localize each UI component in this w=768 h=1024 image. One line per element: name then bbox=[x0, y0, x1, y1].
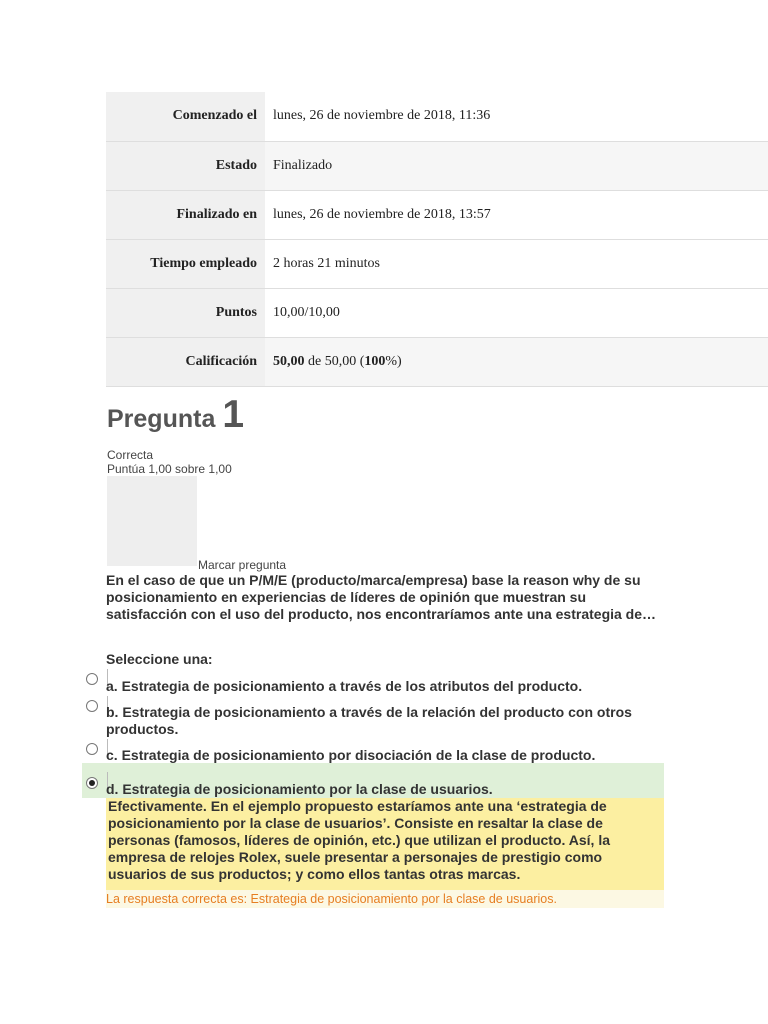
grade-mid: de 50,00 ( bbox=[304, 353, 365, 369]
summary-value: lunes, 26 de noviembre de 2018, 13:57 bbox=[265, 190, 768, 239]
option-c[interactable]: c. Estrategia de posicionamiento por disociación de la clase de producto. bbox=[106, 747, 596, 763]
summary-value: 10,00/10,00 bbox=[265, 288, 768, 337]
grade-value: 50,00 bbox=[273, 353, 305, 369]
radio-icon[interactable] bbox=[86, 700, 98, 712]
grade-tail: %) bbox=[385, 353, 402, 369]
question-text: En el caso de que un P/M/E (producto/marca/empresa) base la reason why de su posicionamiento en experiencias de líderes de opinión que muestran su satisfacción con el uso del producto, nos encontraríamos ante una estrategia de… bbox=[106, 572, 657, 622]
radio-icon[interactable] bbox=[86, 673, 98, 685]
question-info bbox=[107, 448, 232, 476]
summary-row-started bbox=[106, 92, 768, 141]
feedback-text: Efectivamente. En el ejemplo propuesto estaríamos ante una ‘estrategia de posicionamiento por la clase de usuarios’. Consiste en resaltar la clase de personas (famosos, líderes de opinión, etc.) que utilizan el producto. Así, la empresa de relojes Rolex, suele presentar a personajes de prestigio como usuarios de sus productos; y como ellos tantas otras marcas. bbox=[108, 798, 611, 882]
question-number: 1 bbox=[222, 393, 245, 436]
summary-row-finished bbox=[106, 190, 768, 239]
summary-value: Finalizado bbox=[265, 141, 768, 190]
answer-prompt: Seleccione una: bbox=[106, 651, 213, 667]
right-answer: La respuesta correcta es: Estrategia de posicionamiento por la clase de usuarios. bbox=[106, 890, 664, 908]
summary-label: Tiempo empleado bbox=[106, 239, 265, 288]
quiz-summary-table bbox=[106, 92, 768, 387]
summary-label: Estado bbox=[106, 141, 265, 190]
summary-value: 2 horas 21 minutos bbox=[265, 239, 768, 288]
summary-label: Calificación bbox=[106, 337, 265, 386]
summary-row-points bbox=[106, 288, 768, 337]
summary-value bbox=[265, 337, 768, 386]
flag-icon[interactable] bbox=[107, 476, 197, 566]
summary-label: Finalizado en bbox=[106, 190, 265, 239]
radio-icon[interactable] bbox=[86, 743, 98, 755]
radio-icon[interactable] bbox=[86, 777, 98, 789]
summary-row-grade bbox=[106, 337, 768, 386]
option-b[interactable]: b. Estrategia de posicionamiento a través de la relación del producto con otros productos. bbox=[106, 704, 632, 737]
summary-row-state bbox=[106, 141, 768, 190]
specific-feedback bbox=[106, 798, 664, 890]
question-state: Correcta bbox=[107, 448, 154, 462]
question-title bbox=[107, 393, 244, 437]
summary-label: Puntos bbox=[106, 288, 265, 337]
option-d[interactable]: d. Estrategia de posicionamiento por la clase de usuarios. bbox=[106, 781, 493, 797]
option-a[interactable]: a. Estrategia de posicionamiento a través de los atributos del producto. bbox=[106, 678, 583, 694]
flag-question-link[interactable]: Marcar pregunta bbox=[198, 558, 287, 572]
question-points: Puntúa 1,00 sobre 1,00 bbox=[107, 462, 232, 476]
summary-label: Comenzado el bbox=[106, 92, 265, 141]
grade-percent: 100 bbox=[364, 353, 386, 369]
summary-row-time bbox=[106, 239, 768, 288]
question-heading: Pregunta bbox=[107, 405, 216, 433]
summary-value: lunes, 26 de noviembre de 2018, 11:36 bbox=[265, 92, 768, 141]
